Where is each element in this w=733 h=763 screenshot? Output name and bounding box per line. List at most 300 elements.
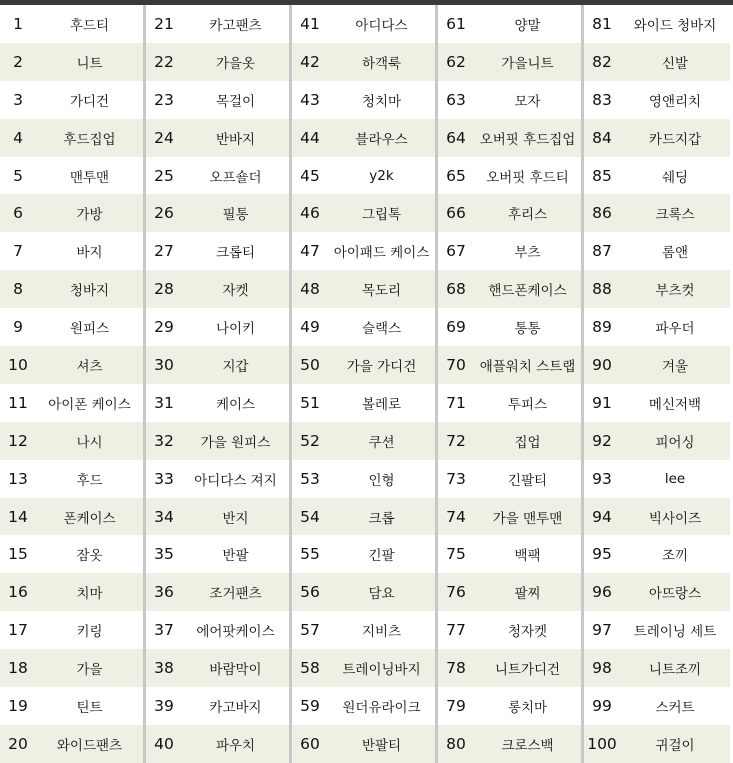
rank-number: 62 bbox=[446, 52, 466, 71]
ranking-row bbox=[584, 422, 730, 460]
keyword-label: 블라우스 bbox=[355, 131, 408, 148]
ranking-row bbox=[292, 498, 435, 536]
keyword-label: 파우치 bbox=[215, 737, 256, 754]
rank-number: 4 bbox=[13, 128, 23, 147]
rank-number: 40 bbox=[154, 734, 174, 753]
ranking-row bbox=[146, 194, 289, 232]
ranking-row bbox=[438, 460, 581, 498]
ranking-row bbox=[0, 687, 143, 725]
ranking-column bbox=[0, 5, 143, 763]
rank-number: 44 bbox=[300, 128, 320, 147]
keyword-label: 와이드팬츠 bbox=[56, 737, 123, 754]
rank-number: 28 bbox=[154, 280, 174, 299]
keyword-label: 가을니트 bbox=[501, 55, 554, 72]
rank-number: 86 bbox=[592, 204, 612, 223]
ranking-row bbox=[438, 649, 581, 687]
rank-number: 52 bbox=[300, 431, 320, 450]
keyword-label: 귀걸이 bbox=[655, 737, 695, 754]
keyword-label: 키링 bbox=[76, 624, 103, 641]
keyword-label: 파우더 bbox=[655, 321, 695, 338]
rank-number: 69 bbox=[446, 318, 466, 337]
ranking-row bbox=[146, 422, 289, 460]
ranking-row bbox=[438, 232, 581, 270]
keyword-label: 목도리 bbox=[361, 283, 402, 300]
rank-number: 80 bbox=[446, 734, 466, 753]
keyword-label: 후드 bbox=[76, 472, 103, 489]
rank-number: 70 bbox=[446, 355, 466, 374]
keyword-label: 투피스 bbox=[507, 396, 548, 413]
keyword-label: 케이스 bbox=[215, 396, 256, 413]
ranking-row bbox=[438, 81, 581, 119]
rank-number: 72 bbox=[446, 431, 466, 450]
ranking-column bbox=[292, 5, 435, 763]
rank-number: 93 bbox=[592, 469, 612, 488]
keyword-label: 후드집업 bbox=[63, 131, 116, 148]
ranking-row bbox=[292, 81, 435, 119]
rank-number: 75 bbox=[446, 545, 466, 564]
keyword-label: 양말 bbox=[514, 17, 541, 34]
rank-number: 29 bbox=[154, 318, 174, 337]
rank-number: 6 bbox=[13, 204, 23, 223]
keyword-label: 아뜨랑스 bbox=[648, 586, 702, 603]
rank-number: 48 bbox=[300, 280, 320, 299]
ranking-row bbox=[292, 119, 435, 157]
ranking-row bbox=[292, 725, 435, 763]
keyword-label: 원피스 bbox=[69, 321, 110, 338]
rank-number: 90 bbox=[592, 355, 612, 374]
rank-number: 12 bbox=[8, 431, 28, 450]
rank-number: 38 bbox=[154, 659, 174, 678]
rank-number: 89 bbox=[592, 318, 612, 337]
keyword-label: 긴팔 bbox=[368, 548, 395, 565]
keyword-label: 지갑 bbox=[222, 358, 249, 375]
ranking-row bbox=[438, 346, 581, 384]
keyword-label: 가디건 bbox=[69, 93, 110, 110]
rank-number: 41 bbox=[300, 14, 320, 33]
rank-number: 45 bbox=[300, 166, 320, 185]
ranking-row bbox=[146, 308, 289, 346]
ranking-row bbox=[292, 5, 435, 43]
rank-number: 7 bbox=[13, 242, 23, 261]
ranking-row bbox=[292, 270, 435, 308]
rank-number: 58 bbox=[300, 659, 320, 678]
ranking-row bbox=[584, 157, 730, 195]
rank-number: 73 bbox=[446, 469, 466, 488]
keyword-label: 메신저백 bbox=[648, 396, 702, 413]
ranking-row bbox=[584, 119, 730, 157]
keyword-label: 트레이닝바지 bbox=[342, 662, 421, 679]
ranking-row bbox=[146, 687, 289, 725]
keyword-label: 에어팟케이스 bbox=[196, 624, 275, 641]
rank-number: 39 bbox=[154, 696, 174, 715]
ranking-row bbox=[146, 649, 289, 687]
rank-number: 24 bbox=[154, 128, 174, 147]
rank-number: 49 bbox=[300, 318, 320, 337]
ranking-row bbox=[0, 573, 143, 611]
ranking-row bbox=[438, 308, 581, 346]
keyword-label: 쿠션 bbox=[368, 434, 395, 451]
rank-number: 71 bbox=[446, 393, 466, 412]
ranking-row bbox=[292, 687, 435, 725]
ranking-row bbox=[438, 573, 581, 611]
ranking-row bbox=[438, 43, 581, 81]
ranking-column bbox=[146, 5, 289, 763]
rank-number: 97 bbox=[592, 621, 612, 640]
keyword-label: 치마 bbox=[76, 586, 103, 603]
keyword-label: 자켓 bbox=[222, 283, 249, 300]
keyword-label: 영앤리치 bbox=[648, 93, 702, 110]
ranking-row bbox=[0, 194, 143, 232]
ranking-row bbox=[146, 498, 289, 536]
ranking-row bbox=[584, 649, 730, 687]
keyword-label: 가방 bbox=[76, 207, 103, 224]
rank-number: 33 bbox=[154, 469, 174, 488]
rank-number: 46 bbox=[300, 204, 320, 223]
ranking-row bbox=[146, 535, 289, 573]
rank-number: 68 bbox=[446, 280, 466, 299]
rank-number: 19 bbox=[8, 696, 28, 715]
keyword-label: 하객룩 bbox=[361, 55, 402, 72]
keyword-label: 슬랙스 bbox=[361, 321, 402, 338]
keyword-label: 오프숄더 bbox=[209, 169, 262, 186]
ranking-row bbox=[0, 157, 143, 195]
rank-number: 98 bbox=[592, 659, 612, 678]
rank-number: 2 bbox=[13, 52, 23, 71]
ranking-row bbox=[292, 573, 435, 611]
rank-number: 60 bbox=[300, 734, 320, 753]
ranking-row bbox=[292, 649, 435, 687]
keyword-label: 쉐딩 bbox=[661, 169, 689, 186]
rank-number: 57 bbox=[300, 621, 320, 640]
ranking-row bbox=[584, 687, 730, 725]
ranking-row bbox=[146, 270, 289, 308]
keyword-label: 집업 bbox=[514, 434, 541, 451]
rank-number: 15 bbox=[8, 545, 28, 564]
ranking-row bbox=[584, 535, 730, 573]
ranking-column bbox=[584, 5, 730, 763]
rank-number: 36 bbox=[154, 583, 174, 602]
ranking-row bbox=[438, 611, 581, 649]
keyword-label: 팔찌 bbox=[514, 586, 541, 603]
ranking-row bbox=[584, 346, 730, 384]
keyword-label: 부츠컷 bbox=[655, 283, 695, 300]
rank-number: 13 bbox=[8, 469, 28, 488]
rank-number: 95 bbox=[592, 545, 612, 564]
keyword-label: 셔츠 bbox=[76, 358, 103, 375]
ranking-row bbox=[584, 498, 730, 536]
keyword-label: 롱치마 bbox=[507, 699, 548, 716]
rank-number: 82 bbox=[592, 52, 612, 71]
ranking-row bbox=[584, 308, 730, 346]
keyword-label: 핸드폰케이스 bbox=[488, 283, 567, 300]
ranking-row bbox=[438, 384, 581, 422]
ranking-row bbox=[438, 157, 581, 195]
rank-number: 99 bbox=[592, 696, 612, 715]
ranking-row bbox=[0, 422, 143, 460]
keyword-label: 필통 bbox=[222, 207, 249, 224]
keyword-label: 맨투맨 bbox=[69, 169, 110, 186]
rank-number: 64 bbox=[446, 128, 466, 147]
ranking-row bbox=[0, 346, 143, 384]
keyword-label: 부츠 bbox=[514, 245, 541, 262]
keyword-label: 오버핏 후드집업 bbox=[479, 131, 576, 148]
rank-number: 83 bbox=[592, 90, 612, 109]
keyword-label: 목걸이 bbox=[215, 93, 256, 110]
ranking-row bbox=[438, 194, 581, 232]
ranking-row bbox=[292, 611, 435, 649]
keyword-label: 백팩 bbox=[514, 548, 541, 565]
ranking-row bbox=[0, 5, 143, 43]
ranking-row bbox=[292, 43, 435, 81]
keyword-label: 반팔티 bbox=[361, 737, 402, 754]
ranking-row bbox=[584, 270, 730, 308]
ranking-row bbox=[146, 384, 289, 422]
keyword-label: 지비츠 bbox=[361, 624, 402, 641]
keyword-label: 긴팔티 bbox=[507, 472, 548, 489]
ranking-row bbox=[584, 573, 730, 611]
keyword-label: 빅사이즈 bbox=[648, 510, 702, 527]
rank-number: 11 bbox=[8, 393, 28, 412]
ranking-row bbox=[438, 725, 581, 763]
keyword-label: 바지 bbox=[76, 245, 103, 262]
ranking-row bbox=[0, 498, 143, 536]
ranking-row bbox=[438, 270, 581, 308]
rank-number: 8 bbox=[13, 280, 23, 299]
keyword-label: 조끼 bbox=[661, 548, 689, 565]
ranking-row bbox=[292, 460, 435, 498]
keyword-label: 조거팬츠 bbox=[209, 586, 262, 603]
keyword-label: 아디다스 bbox=[355, 17, 408, 34]
ranking-row bbox=[0, 308, 143, 346]
keyword-label: 틴트 bbox=[76, 699, 103, 716]
keyword-label: lee bbox=[664, 470, 686, 487]
rank-number: 18 bbox=[8, 659, 28, 678]
keyword-label: 오버핏 후드티 bbox=[486, 169, 569, 186]
rank-number: 3 bbox=[13, 90, 23, 109]
ranking-row bbox=[0, 535, 143, 573]
rank-number: 53 bbox=[300, 469, 320, 488]
rank-number: 87 bbox=[592, 242, 612, 261]
ranking-row bbox=[146, 232, 289, 270]
keyword-label: 니트 bbox=[76, 55, 103, 72]
ranking-row bbox=[438, 5, 581, 43]
rank-number: 59 bbox=[300, 696, 320, 715]
ranking-row bbox=[292, 232, 435, 270]
ranking-row bbox=[584, 81, 730, 119]
ranking-row bbox=[146, 346, 289, 384]
rank-number: 85 bbox=[592, 166, 612, 185]
rank-number: 43 bbox=[300, 90, 320, 109]
keyword-label: 잠옷 bbox=[76, 548, 103, 565]
keyword-label: 가을 bbox=[76, 662, 103, 679]
keyword-label: 청자켓 bbox=[507, 624, 548, 641]
keyword-label: 청치마 bbox=[361, 93, 402, 110]
rank-number: 21 bbox=[154, 14, 174, 33]
ranking-row bbox=[0, 81, 143, 119]
keyword-label: 청바지 bbox=[69, 283, 110, 300]
keyword-label: 볼레로 bbox=[361, 396, 402, 413]
rank-number: 76 bbox=[446, 583, 466, 602]
rank-number: 67 bbox=[446, 242, 466, 261]
keyword-label: 반바지 bbox=[215, 131, 256, 148]
rank-number: 17 bbox=[8, 621, 28, 640]
keyword-label: 크롭 bbox=[368, 510, 395, 527]
keyword-label: 크록스 bbox=[655, 207, 695, 224]
keyword-label: 담요 bbox=[368, 586, 395, 603]
ranking-row bbox=[584, 384, 730, 422]
keyword-label: 크롭티 bbox=[215, 245, 256, 262]
rank-number: 65 bbox=[446, 166, 466, 185]
rank-number: 84 bbox=[592, 128, 612, 147]
ranking-row bbox=[0, 43, 143, 81]
ranking-row bbox=[584, 43, 730, 81]
rank-number: 25 bbox=[154, 166, 174, 185]
rank-number: 55 bbox=[300, 545, 320, 564]
ranking-row bbox=[146, 460, 289, 498]
keyword-label: 통통 bbox=[514, 321, 541, 338]
rank-number: 91 bbox=[592, 393, 612, 412]
keyword-label: 인형 bbox=[368, 472, 395, 489]
rank-number: 100 bbox=[587, 734, 617, 753]
ranking-row bbox=[0, 384, 143, 422]
ranking-row bbox=[0, 119, 143, 157]
keyword-label: 후리스 bbox=[507, 207, 548, 224]
rank-number: 23 bbox=[154, 90, 174, 109]
keyword-label: 모자 bbox=[514, 93, 541, 110]
rank-number: 30 bbox=[154, 355, 174, 374]
ranking-row bbox=[0, 611, 143, 649]
rank-number: 50 bbox=[300, 355, 320, 374]
ranking-row bbox=[146, 157, 289, 195]
rank-number: 74 bbox=[446, 507, 466, 526]
rank-number: 14 bbox=[8, 507, 28, 526]
rank-number: 32 bbox=[154, 431, 174, 450]
ranking-row bbox=[292, 422, 435, 460]
keyword-label: 폰케이스 bbox=[63, 510, 116, 527]
rank-number: 5 bbox=[13, 166, 23, 185]
ranking-row bbox=[438, 119, 581, 157]
keyword-label: y2k bbox=[369, 167, 394, 184]
ranking-row bbox=[146, 5, 289, 43]
ranking-row bbox=[0, 232, 143, 270]
ranking-row bbox=[438, 422, 581, 460]
ranking-row bbox=[292, 308, 435, 346]
rank-number: 92 bbox=[592, 431, 612, 450]
keyword-label: 가을 맨투맨 bbox=[492, 510, 563, 527]
rank-number: 94 bbox=[592, 507, 612, 526]
ranking-row bbox=[584, 611, 730, 649]
keyword-label: 와이드 청바지 bbox=[633, 17, 717, 34]
rank-number: 77 bbox=[446, 621, 466, 640]
rank-number: 26 bbox=[154, 204, 174, 223]
rank-number: 42 bbox=[300, 52, 320, 71]
ranking-row bbox=[584, 5, 730, 43]
keyword-label: 후드티 bbox=[69, 17, 110, 34]
keyword-label: 나시 bbox=[76, 434, 103, 451]
rank-number: 51 bbox=[300, 393, 320, 412]
rank-number: 54 bbox=[300, 507, 320, 526]
keyword-label: 피어싱 bbox=[655, 434, 695, 451]
ranking-column bbox=[438, 5, 581, 763]
ranking-row bbox=[584, 725, 730, 763]
keyword-label: 애플워치 스트랩 bbox=[479, 358, 576, 375]
ranking-row bbox=[438, 535, 581, 573]
ranking-row bbox=[0, 725, 143, 763]
ranking-row bbox=[292, 194, 435, 232]
rank-number: 9 bbox=[13, 318, 23, 337]
keyword-label: 가을 가디건 bbox=[346, 358, 417, 375]
ranking-row bbox=[146, 43, 289, 81]
keyword-label: 가을옷 bbox=[215, 55, 256, 72]
keyword-label: 아이패드 케이스 bbox=[333, 245, 430, 262]
ranking-row bbox=[292, 384, 435, 422]
ranking-row bbox=[438, 498, 581, 536]
rank-number: 88 bbox=[592, 280, 612, 299]
keyword-label: 니트가디건 bbox=[494, 662, 561, 679]
keyword-label: 원더유라이크 bbox=[342, 699, 421, 716]
keyword-label: 니트조끼 bbox=[648, 662, 702, 679]
rank-number: 96 bbox=[592, 583, 612, 602]
keyword-label: 스커트 bbox=[655, 699, 695, 716]
ranking-row bbox=[146, 611, 289, 649]
rank-number: 27 bbox=[154, 242, 174, 261]
keyword-label: 나이키 bbox=[215, 321, 256, 338]
ranking-row bbox=[0, 649, 143, 687]
rank-number: 10 bbox=[8, 355, 28, 374]
ranking-table bbox=[0, 5, 733, 763]
rank-number: 66 bbox=[446, 204, 466, 223]
ranking-row bbox=[584, 232, 730, 270]
keyword-label: 카고바지 bbox=[209, 699, 262, 716]
rank-number: 1 bbox=[13, 14, 23, 33]
rank-number: 56 bbox=[300, 583, 320, 602]
ranking-row bbox=[0, 460, 143, 498]
rank-number: 35 bbox=[154, 545, 174, 564]
rank-number: 79 bbox=[446, 696, 466, 715]
ranking-row bbox=[438, 687, 581, 725]
keyword-label: 그립톡 bbox=[361, 207, 402, 224]
ranking-row bbox=[146, 573, 289, 611]
rank-number: 61 bbox=[446, 14, 466, 33]
rank-number: 63 bbox=[446, 90, 466, 109]
keyword-label: 카고팬츠 bbox=[209, 17, 262, 34]
rank-number: 78 bbox=[446, 659, 466, 678]
rank-number: 37 bbox=[154, 621, 174, 640]
rank-number: 81 bbox=[592, 14, 612, 33]
keyword-label: 가을 원피스 bbox=[200, 434, 271, 451]
keyword-label: 아디다스 져지 bbox=[194, 472, 277, 489]
keyword-label: 신발 bbox=[661, 55, 689, 72]
keyword-label: 카드지갑 bbox=[648, 131, 702, 148]
rank-number: 22 bbox=[154, 52, 174, 71]
keyword-label: 트레이닝 세트 bbox=[633, 624, 717, 641]
ranking-row bbox=[292, 346, 435, 384]
ranking-row bbox=[146, 81, 289, 119]
rank-number: 47 bbox=[300, 242, 320, 261]
ranking-row bbox=[0, 270, 143, 308]
rank-number: 34 bbox=[154, 507, 174, 526]
keyword-label: 바람막이 bbox=[209, 662, 262, 679]
keyword-label: 겨울 bbox=[661, 358, 689, 375]
ranking-row bbox=[146, 119, 289, 157]
keyword-label: 반지 bbox=[222, 510, 249, 527]
rank-number: 16 bbox=[8, 583, 28, 602]
ranking-row bbox=[584, 194, 730, 232]
keyword-label: 반팔 bbox=[222, 548, 249, 565]
keyword-label: 크로스백 bbox=[501, 737, 554, 754]
keyword-label: 아이폰 케이스 bbox=[48, 396, 131, 413]
ranking-row bbox=[292, 535, 435, 573]
